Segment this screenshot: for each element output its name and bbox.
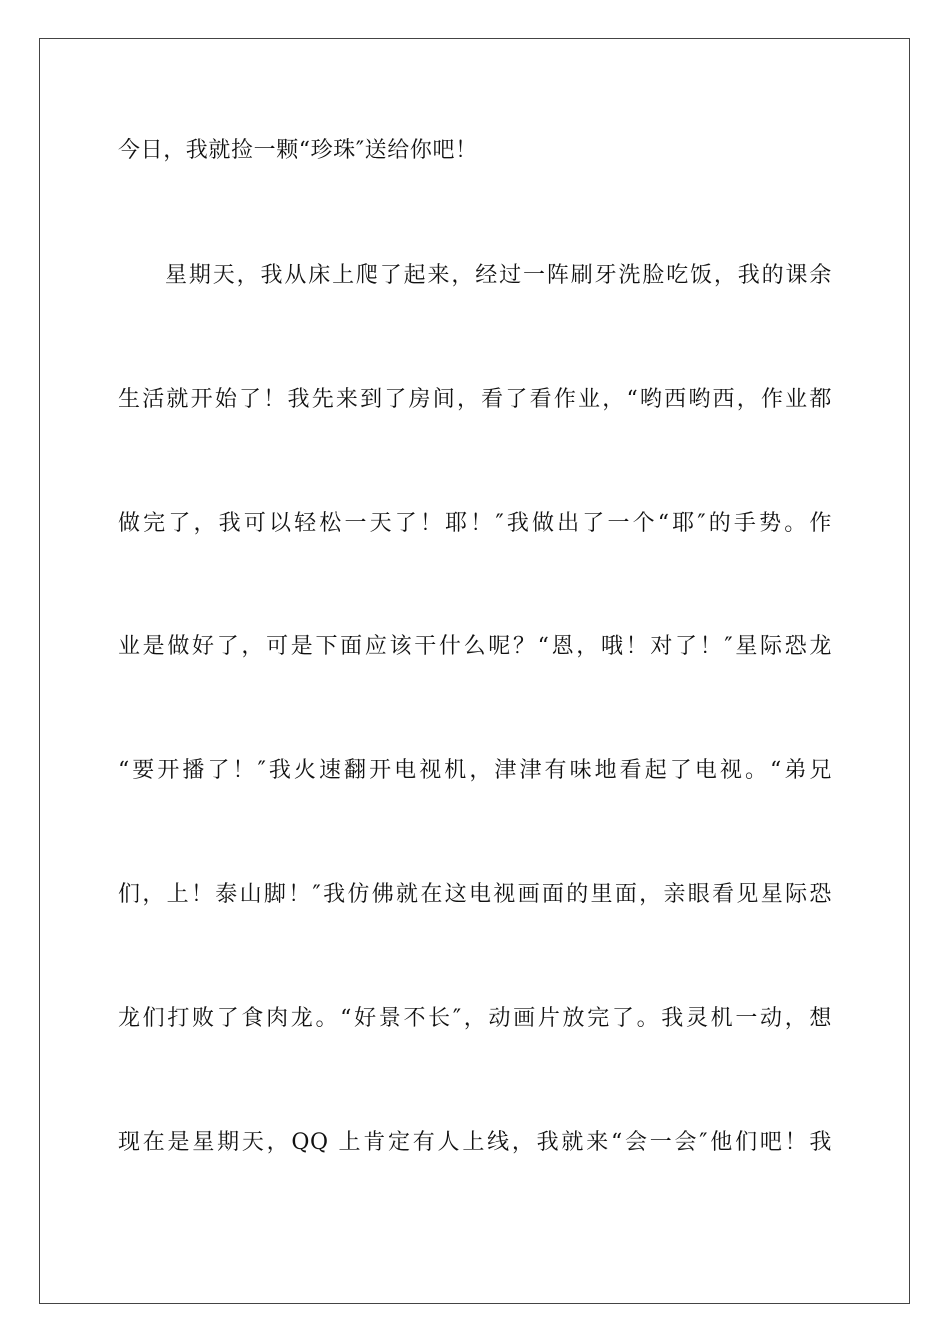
text-line-8: 龙们打败了食肉龙。“好景不长″，动画片放完了。我灵机一动，想 [118, 1006, 832, 1031]
text-line-3: 生活就开始了！我先来到了房间，看了看作业，“哟西哟西，作业都 [118, 387, 832, 412]
page-border [39, 38, 910, 1304]
text-line-4: 做完了，我可以轻松一天了！耶！″我做出了一个“耶″的手势。作 [118, 511, 832, 536]
text-line-9: 现在是星期天，QQ 上肯定有人上线，我就来“会一会″他们吧！我 [118, 1130, 832, 1155]
text-line-1: 今日，我就捡一颗“珍珠″送给你吧！ [118, 138, 478, 163]
text-line-2: 星期天，我从床上爬了起来，经过一阵刷牙洗脸吃饭，我的课余 [165, 263, 832, 288]
text-line-7: 们，上！泰山脚！″我仿佛就在这电视画面的里面，亲眼看见星际恐 [118, 882, 832, 907]
text-line-5: 业是做好了，可是下面应该干什么呢？“恩，哦！对了！″星际恐龙 [118, 634, 832, 659]
text-line-6: “要开播了！″我火速翻开电视机，津津有味地看起了电视。“弟兄 [118, 758, 832, 783]
